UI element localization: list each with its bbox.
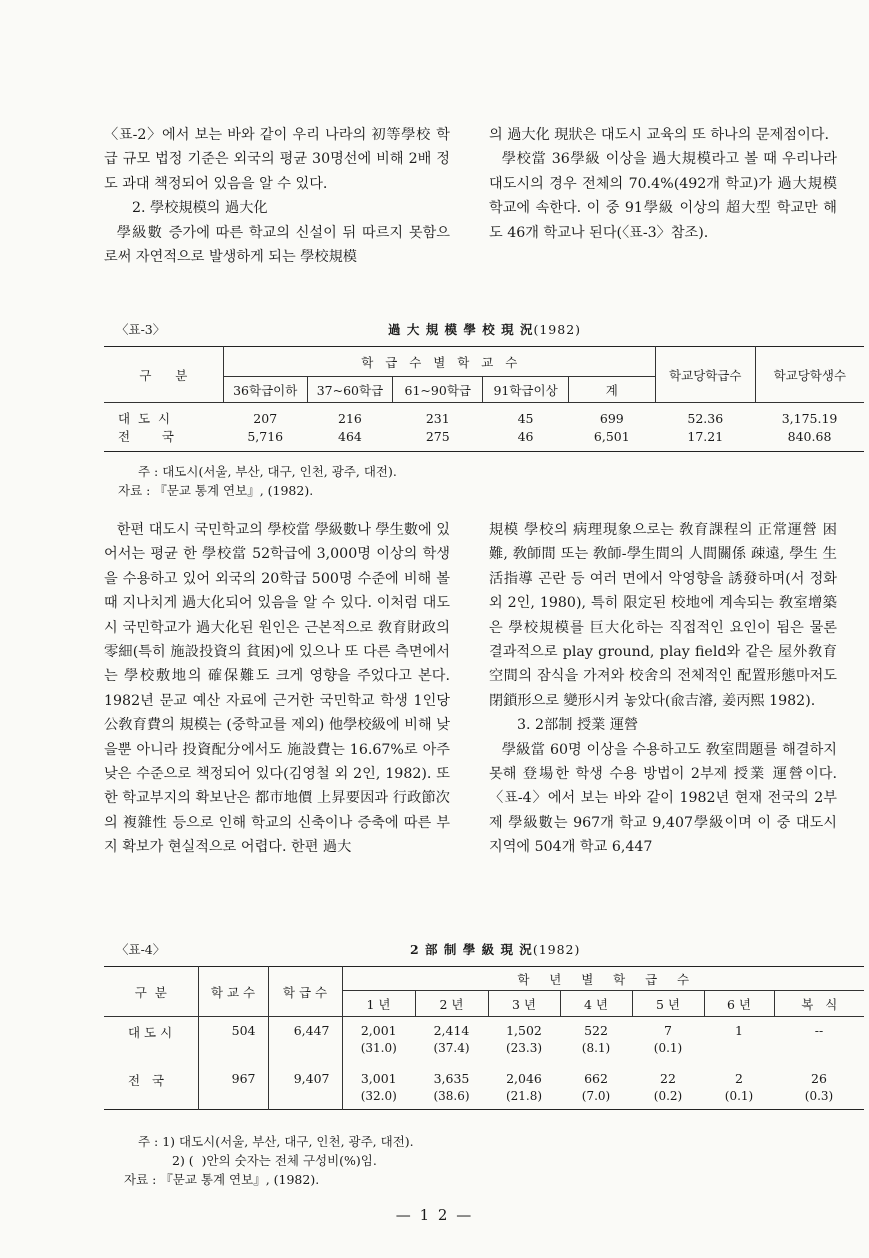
table4-cell: 522 <box>584 1023 608 1038</box>
table4-subheader: 6 년 <box>704 991 774 1017</box>
paragraph: 學校當 36學級 이상을 過大規模라고 볼 때 우리나라 대도시의 경우 전체의 70.4%(492개 학교)가 過大規模 학교에 속한다. 이 중 91學級 이상의 超大型 학교만 해도 46개 학교나 된다(〈표-3〉참조). <box>489 151 837 241</box>
table4-spacer <box>198 1089 268 1109</box>
table4-spacer <box>104 1041 198 1061</box>
table3-cell: 207 <box>253 410 278 426</box>
table-row-percent <box>104 1041 864 1061</box>
table3-subheader: 91학급이상 <box>483 377 568 403</box>
table-row-percent <box>104 1089 864 1109</box>
table3-header-gubun: 구 분 <box>104 347 223 403</box>
table3-title <box>388 320 581 338</box>
paragraph: 의 過大化 現狀은 대도시 교육의 또 하나의 문제점이다. <box>489 127 830 143</box>
table4-cell: 1 <box>735 1023 743 1038</box>
table4-cell-percent: (37.4) <box>433 1041 470 1055</box>
table4-subheader: 4 년 <box>560 991 632 1017</box>
table4-cell-percent: (0.1) <box>653 1041 683 1055</box>
table3-cell: 6,501 <box>593 428 630 444</box>
table4-cell-percent: (21.8) <box>505 1089 543 1103</box>
table3-subheader: 37~60학급 <box>307 377 392 403</box>
table4-spacer <box>104 1089 198 1109</box>
table4-cell: 2,414 <box>433 1023 470 1038</box>
table3-cell-class-per-school: 52.36 <box>687 410 724 426</box>
table3-label: 〈표-3〉 <box>116 322 166 337</box>
table3-subheader: 계 <box>568 377 655 403</box>
table4-subheader: 3 년 <box>488 991 560 1017</box>
table4-note-region: 주 : 1) 대도시(서울, 부산, 대구, 인천, 광주, 대전). <box>138 1134 414 1149</box>
table4-cell: 3,001 <box>360 1071 397 1086</box>
table3-note-region: 주 : 대도시(서울, 부산, 대구, 인천, 광주, 대전). <box>138 464 397 479</box>
table4-header-classes: 학 급 수 <box>268 967 342 1017</box>
table4-cell-percent: (7.0) <box>581 1089 611 1103</box>
table4-label: 〈표-4〉 <box>116 942 166 957</box>
table3-cell-students-per-school: 3,175.19 <box>781 410 838 426</box>
mid-right-column <box>489 518 837 860</box>
table3 <box>104 346 864 452</box>
table4-cell-percent: (23.3) <box>505 1041 543 1055</box>
table4 <box>104 966 864 1110</box>
table3-cell: 45 <box>517 410 534 426</box>
table3-cell: 231 <box>425 410 450 426</box>
table4-cell-percent <box>774 1041 864 1061</box>
table3-row-name: 전 국 <box>118 429 174 444</box>
table-row <box>104 427 864 452</box>
table4-cell-percent: (0.1) <box>724 1089 754 1103</box>
table3-title-text: 過 大 規 模 學 校 現 況 <box>388 322 534 337</box>
page-number: — 1 2 — <box>395 1206 474 1224</box>
paragraph: 規模 學校의 病理現象으로는 敎育課程의 正常運營 困難, 敎師間 또는 敎師-學生間의 人間關係 疎遠, 學生 生活指導 곤란 등 여러 면에서 악영향을 誘發하며(서 정화 외 2인, 1980), 특히 限定된 校地에 계속되는 敎室增築은 學校規模를 巨大化하는 직접적인 요인이 됨은 물론 결과적으로 play ground, play field와 같은 屋外敎育空間의 잠식을 가져와 校舍의 전체적인 配置形態마저도 閉鎖形으로 變形시켜 놓았다(兪吉濬, 姜丙熙 1982). <box>489 522 837 709</box>
table-row <box>104 403 864 428</box>
section-heading: 3. 2部制 授業 運營 <box>517 717 639 734</box>
table4-cell-percent: (0.2) <box>653 1089 683 1103</box>
table4-cell: 26 <box>811 1071 827 1086</box>
table4-subheader: 1 년 <box>342 991 415 1017</box>
paragraph: 學級當 60명 이상을 수용하고도 敎室問題를 해결하지 못해 登場한 학생 수용 방법이 2부제 授業 運營이다. 〈표-4〉에서 보는 바와 같이 1982년 현재 전국의 2부제 學級數는 967개 학교 9,407學級이며 이 중 대도시 지역에 504개 학교 6,447 <box>489 741 837 856</box>
table3-cell: 216 <box>338 410 362 426</box>
table3-cell: 5,716 <box>247 428 284 444</box>
table4-subheader: 2 년 <box>415 991 488 1017</box>
section-heading: 2. 學校規模의 過大化 <box>132 200 268 217</box>
table3-note-source: 자료 : 『문교 통계 연보』, (1982). <box>118 483 314 498</box>
table3-cell-class-per-school: 17.21 <box>687 428 724 444</box>
table4-cell: 662 <box>584 1071 608 1086</box>
top-left-column <box>104 123 450 269</box>
table4-cell: 3,635 <box>433 1071 470 1086</box>
table3-cell: 46 <box>517 428 534 444</box>
table4-cell: 2 <box>735 1071 743 1086</box>
table4-note-source: 자료 : 『문교 통계 연보』, (1982). <box>124 1172 320 1187</box>
table4-cell-schools: 967 <box>198 1061 268 1089</box>
table4-cell: 2,046 <box>506 1071 542 1086</box>
paragraph: 〈표-2〉에서 보는 바와 같이 우리 나라의 初等學校 학급 규모 법정 기준은 외국의 평균 30명선에 비해 2배 정도 과대 책정되어 있음을 알 수 있다. <box>104 127 450 192</box>
table4-header-schools: 학 교 수 <box>198 967 268 1017</box>
table4-cell-classes: 9,407 <box>268 1061 342 1089</box>
table4-cell: 1,502 <box>506 1023 542 1038</box>
table3-cell-students-per-school: 840.68 <box>787 428 832 444</box>
paragraph: 學級數 증가에 따른 학교의 신설이 뒤 따르지 못함으로써 자연적으로 발생하게 되는 學校規模 <box>104 224 450 266</box>
table3-cell: 699 <box>599 410 624 426</box>
table4-cell-percent <box>704 1041 774 1061</box>
table3-year: (1982) <box>533 322 582 337</box>
table3-subheader: 36학급이하 <box>223 377 307 403</box>
table4-subheader: 5 년 <box>632 991 704 1017</box>
table4-row-name: 대 도 시 <box>104 1017 198 1042</box>
table4-year: (1982) <box>532 942 581 957</box>
table4-header-group: 학 년 별 학 급 수 <box>342 967 864 991</box>
table4-cell-schools: 504 <box>198 1017 268 1042</box>
table-row <box>104 1061 864 1089</box>
table3-row-name: 대 도 시 <box>118 411 171 426</box>
mid-left-column <box>104 518 450 860</box>
table4-row-name: 전 국 <box>104 1061 198 1089</box>
table4-cell-percent: (31.0) <box>360 1041 397 1055</box>
table4-note-percent: 2) ( )안의 숫자는 전체 구성비(%)임. <box>172 1153 377 1168</box>
table4-spacer <box>268 1089 342 1109</box>
table4-cell-percent: (0.3) <box>804 1089 834 1103</box>
table4-header-gubun: 구 분 <box>104 967 198 1017</box>
table3-header-group: 학 급 수 별 학 교 수 <box>223 347 655 377</box>
table-row <box>104 1017 864 1042</box>
table3-subheader: 61~90학급 <box>393 377 483 403</box>
table4-cell-percent: (32.0) <box>360 1089 397 1103</box>
table3-header-class-per-school: 학교당학급수 <box>655 347 755 403</box>
top-right-column <box>489 123 837 245</box>
table4-cell: 22 <box>660 1071 676 1086</box>
table3-cell: 464 <box>338 428 362 444</box>
table4-subheader: 복 식 <box>774 991 864 1017</box>
table4-title-text: 2 部 制 學 級 現 況 <box>410 942 533 957</box>
table4-cell-classes: 6,447 <box>268 1017 342 1042</box>
paragraph: 한편 대도시 국민학교의 學校當 學級數나 學生數에 있어서는 평균 한 學校當 52학급에 3,000명 이상의 학생을 수용하고 있어 외국의 20학급 500명 수준에 비해 볼 때 지나치게 過大化되어 있음을 알 수 있다. 이처럼 대도시 국민학교가 過大化된 원인은 근본적으로 敎育財政의 零細(특히 施設投資의 貧困)에 있으나 또 다른 측면에서는 學校敷地의 確保難도 크게 영향을 주었다고 본다. 1982년 문교 예산 자료에 근거한 국민학교 학생 1인당 公敎育費의 規模는 (중학교를 제외) 他學校級에 비해 낮을뿐 아니라 投資配分에서도 施設費는 16.67%로 아주 낮은 수준으로 책정되어 있다(김영철 외 2인, 1982). 또한 학교부지의 확보난은 都市地價 上昇要因과 行政節次의 複雜性 등으로 인해 학교의 신축이나 증축에 따른 부지 확보가 현실적으로 어렵다. 한편 過大 <box>104 522 450 856</box>
table4-cell-percent: (38.6) <box>433 1089 470 1103</box>
table4-cell: -- <box>814 1023 824 1038</box>
table4-cell: 2,001 <box>360 1023 397 1038</box>
table4-spacer <box>198 1041 268 1061</box>
table3-cell: 275 <box>425 428 450 444</box>
table3-header-students-per-school: 학교당학생수 <box>755 347 864 403</box>
table4-spacer <box>268 1041 342 1061</box>
table4-cell: 7 <box>664 1023 672 1038</box>
table4-title <box>410 940 580 958</box>
table4-cell-percent: (8.1) <box>581 1041 611 1055</box>
